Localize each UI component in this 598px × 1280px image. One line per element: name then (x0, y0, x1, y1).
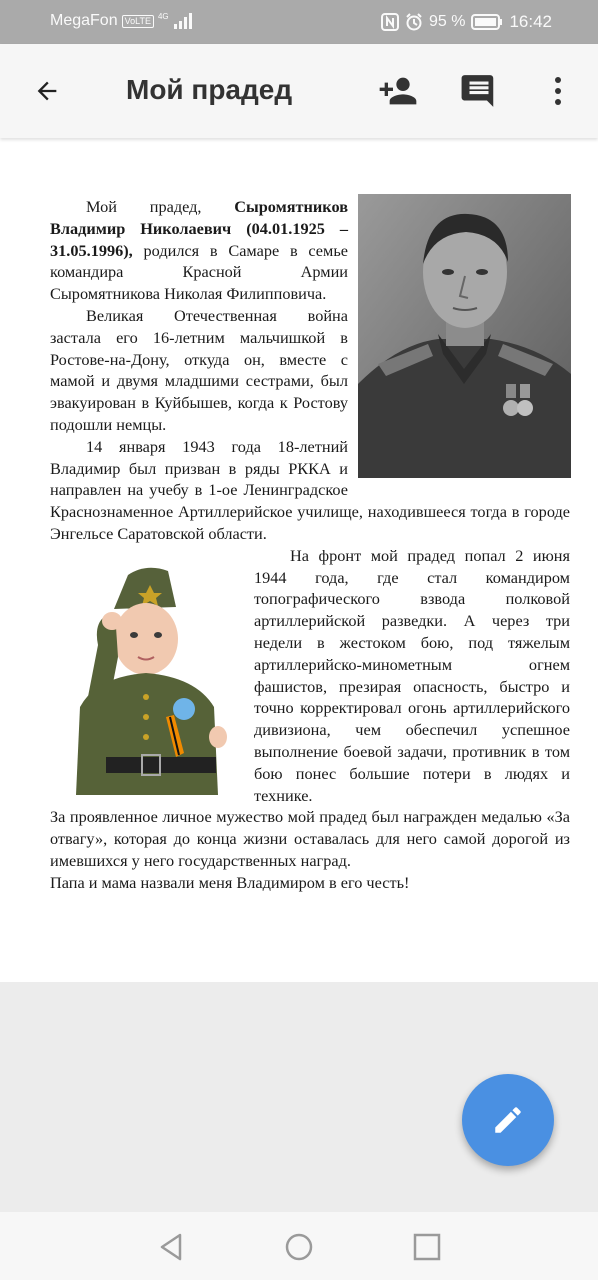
article-body (50, 196, 570, 894)
paragraph-2: Великая Отечественная война застала его 16-летним мальчишкой в Ростове-на-Дону, откуда он, вместе с мамой и двумя младшими сестрами, был эвакуирован в Куйбышев, когда к Ростову подошли немцы. (50, 305, 348, 434)
app-toolbar (0, 44, 598, 138)
page-title: Мой прадед (126, 74, 293, 105)
edit-fab-button[interactable] (462, 1074, 554, 1166)
paragraph-4 (50, 545, 570, 807)
add-person-button[interactable] (374, 68, 422, 114)
alarm-icon (405, 13, 423, 31)
nav-home-icon[interactable] (284, 1232, 314, 1262)
p4-text: На фронт мой прадед попал 2 июня 1944 года, где стал командиром топографического взвода полковой артиллерийской разведки. А через три недели в жестоком бою, под тяжелым артиллерийско-минометным огнем фашистов, презирая опасность, быстро и точно корректировал огонь артиллерийского дивизиона, чем обеспечил успешное выполнение боевой задачи, противник в том бою понес большие потери в людях и технике. (254, 545, 570, 805)
back-button[interactable] (24, 68, 70, 114)
nfc-icon (381, 13, 399, 31)
status-bar (0, 0, 598, 44)
paragraph-6: Папа и мама назвали меня Владимиром в его честь! (50, 872, 410, 892)
clock: 16:42 (509, 12, 552, 31)
great-grandfather-photo (358, 194, 571, 478)
document-content (0, 138, 598, 982)
paragraph-5: За проявленное личное мужество мой прадед был награжден медалью «За отвагу», которая до конца жизни оставалась для него самой дорогой из имевшихся у него государственных наград. (50, 807, 570, 870)
nav-back-icon[interactable] (156, 1232, 186, 1262)
carrier-name: MegaFon (50, 12, 118, 29)
network-type: 4G (157, 11, 169, 21)
nav-recents-icon[interactable] (412, 1232, 442, 1262)
status-right (381, 12, 552, 32)
battery-icon (471, 14, 503, 30)
more-vert-icon (553, 76, 563, 106)
person-add-icon (378, 71, 418, 111)
paragraph-3: 14 января 1943 года 18-летний Владимир был призван в ряды РККА и направлен на учебу в 1-ое Ленинградское Краснознаменное Артиллерийское училище, находившееся тогда в городе Энгельсе Саратовской области. (50, 436, 570, 543)
system-nav-bar (0, 1212, 598, 1280)
p1-text-start: Мой прадед, (86, 197, 235, 216)
arrow-left-icon (33, 77, 61, 105)
volte-badge: VoLTE (122, 15, 154, 28)
comment-icon (460, 72, 498, 110)
p1-text-end: родился в Самаре в семье командира Красной Армии Сыромятникова Николая Филипповича. (50, 240, 348, 304)
more-options-button[interactable] (540, 68, 576, 114)
battery-percent: 95 % (428, 13, 466, 30)
comment-button[interactable] (456, 68, 502, 114)
status-left (50, 12, 193, 30)
p1-name-dates: Сыромятников Владимир Николаевич (04.01.1925 – 31.05.1996), (50, 197, 348, 260)
pencil-icon (491, 1103, 525, 1137)
child-in-uniform-photo (46, 557, 246, 795)
signal-icon (173, 13, 193, 29)
